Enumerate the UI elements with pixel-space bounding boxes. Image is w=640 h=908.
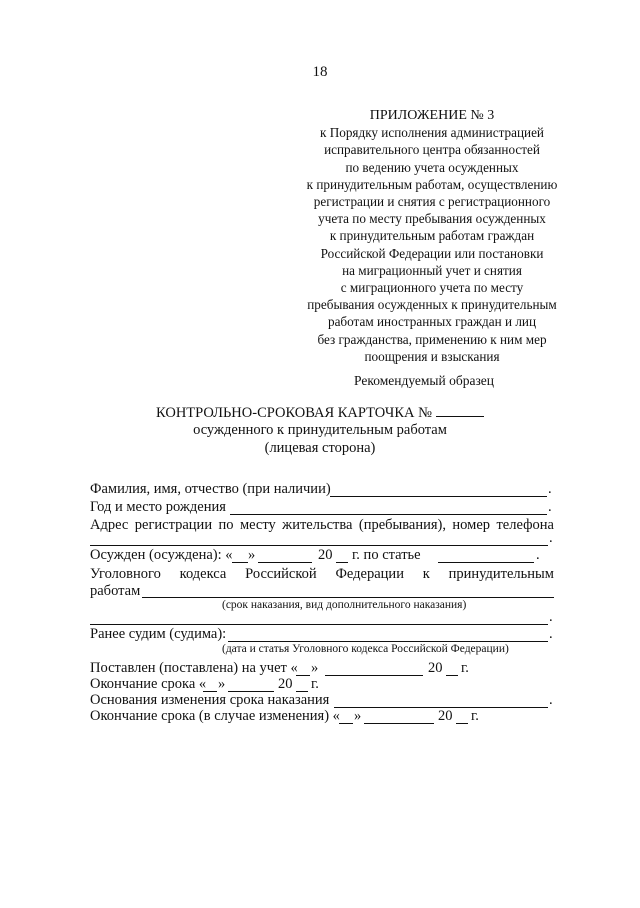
change-grounds-label: Основания изменения срока наказания xyxy=(90,692,330,708)
address-period: . xyxy=(549,530,553,546)
sentence-note: (срок наказания, вид дополнительного наказания) xyxy=(222,599,467,611)
term-end-changed-label: Окончание срока (в случае изменения) « xyxy=(90,708,340,724)
convicted-day-field[interactable] xyxy=(232,562,248,563)
works-label: работам xyxy=(90,583,141,599)
convicted-month-field[interactable] xyxy=(258,562,312,563)
sentence-period: . xyxy=(549,609,553,625)
prev-conviction-field[interactable] xyxy=(228,641,548,642)
registered-day-field[interactable] xyxy=(296,675,310,676)
birth-period: . xyxy=(548,499,552,515)
registered-quote: » xyxy=(311,660,319,676)
card-title xyxy=(0,404,640,422)
appendix-line: поощрения и взыскания xyxy=(364,348,500,364)
appendix-line: Российской Федерации или постановки xyxy=(320,245,544,261)
appendix-line: учета по месту пребывания осужденных xyxy=(318,211,546,227)
card-subtitle: осужденного к принудительным работам xyxy=(193,422,447,438)
appendix-line: регистрации и снятия с регистрационного xyxy=(313,194,551,210)
appendix-line: к принудительным работам граждан xyxy=(329,228,535,244)
registered-century: 20 xyxy=(428,660,443,676)
convicted-article-field[interactable] xyxy=(438,562,534,563)
term-end-changed-quote: » xyxy=(354,708,362,724)
birth-label: Год и место рождения xyxy=(90,499,226,515)
term-end-changed-year-suffix: г. xyxy=(471,708,479,724)
address-field[interactable] xyxy=(90,545,548,546)
term-end-changed-century: 20 xyxy=(438,708,453,724)
prev-conviction-label: Ранее судим (судима): xyxy=(90,626,227,642)
appendix-line: с миграционного учета по месту xyxy=(340,280,524,296)
registered-month-field[interactable] xyxy=(325,675,423,676)
term-end-changed-day-field[interactable] xyxy=(339,723,353,724)
convicted-century: 20 xyxy=(318,547,333,563)
fio-field[interactable] xyxy=(330,496,547,497)
appendix-line: пребывания осужденных к принудительным xyxy=(307,297,557,313)
appendix-line: к Порядку исполнения администрацией xyxy=(320,125,544,141)
appendix-line: исправительного центра обязанностей xyxy=(324,142,540,158)
recommended-sample-label: Рекомендуемый образец xyxy=(354,373,495,388)
appendix-line: к принудительным работам, осуществлению xyxy=(306,176,558,192)
term-end-changed-year-field[interactable] xyxy=(456,723,468,724)
card-title-text: КОНТРОЛЬНО-СРОКОВАЯ КАРТОЧКА № xyxy=(156,405,432,421)
address-label: Адрес регистрации по месту жительства (пребывания), номер телефона xyxy=(90,517,554,533)
appendix-heading: ПРИЛОЖЕНИЕ № 3 xyxy=(369,108,495,123)
registered-label: Поставлен (поставлена) на учет « xyxy=(90,660,298,676)
fio-label: Фамилия, имя, отчество (при наличии) xyxy=(90,481,331,497)
convicted-quote: » xyxy=(248,547,256,563)
convicted-label: Осужден (осуждена): « xyxy=(90,547,233,563)
registered-year-field[interactable] xyxy=(446,675,458,676)
appendix-line: по ведению учета осужденных xyxy=(345,159,519,175)
card-number-blank[interactable] xyxy=(436,404,484,417)
sentence-field[interactable] xyxy=(142,597,554,598)
convicted-period: . xyxy=(536,547,540,563)
prev-conviction-note: (дата и статья Уголовного кодекса Российской Федерации) xyxy=(222,643,509,655)
registered-year-suffix: г. xyxy=(461,660,469,676)
term-end-quote: » xyxy=(218,676,226,692)
term-end-year-suffix: г. xyxy=(311,676,319,692)
term-end-label: Окончание срока « xyxy=(90,676,207,692)
card-side-label: (лицевая сторона) xyxy=(264,440,376,456)
appendix-line: работам иностранных граждан и лиц xyxy=(327,314,537,330)
prev-conviction-period: . xyxy=(549,626,553,642)
fio-period: . xyxy=(548,481,552,497)
sentence-field-2[interactable] xyxy=(90,624,548,625)
term-end-century: 20 xyxy=(278,676,293,692)
appendix-line: на миграционный учет и снятия xyxy=(342,262,522,278)
term-end-changed-month-field[interactable] xyxy=(364,723,434,724)
convicted-year-field[interactable] xyxy=(336,562,348,563)
convicted-article-label: г. по статье xyxy=(352,547,421,563)
change-grounds-period: . xyxy=(549,692,553,708)
appendix-line: без гражданства, применению к ним мер xyxy=(317,331,547,347)
page-number: 18 xyxy=(312,64,328,80)
appendix-block xyxy=(282,107,582,365)
birth-field[interactable] xyxy=(230,514,547,515)
criminal-code-label: Уголовного кодекса Российской Федерации к принудительным xyxy=(90,566,554,582)
